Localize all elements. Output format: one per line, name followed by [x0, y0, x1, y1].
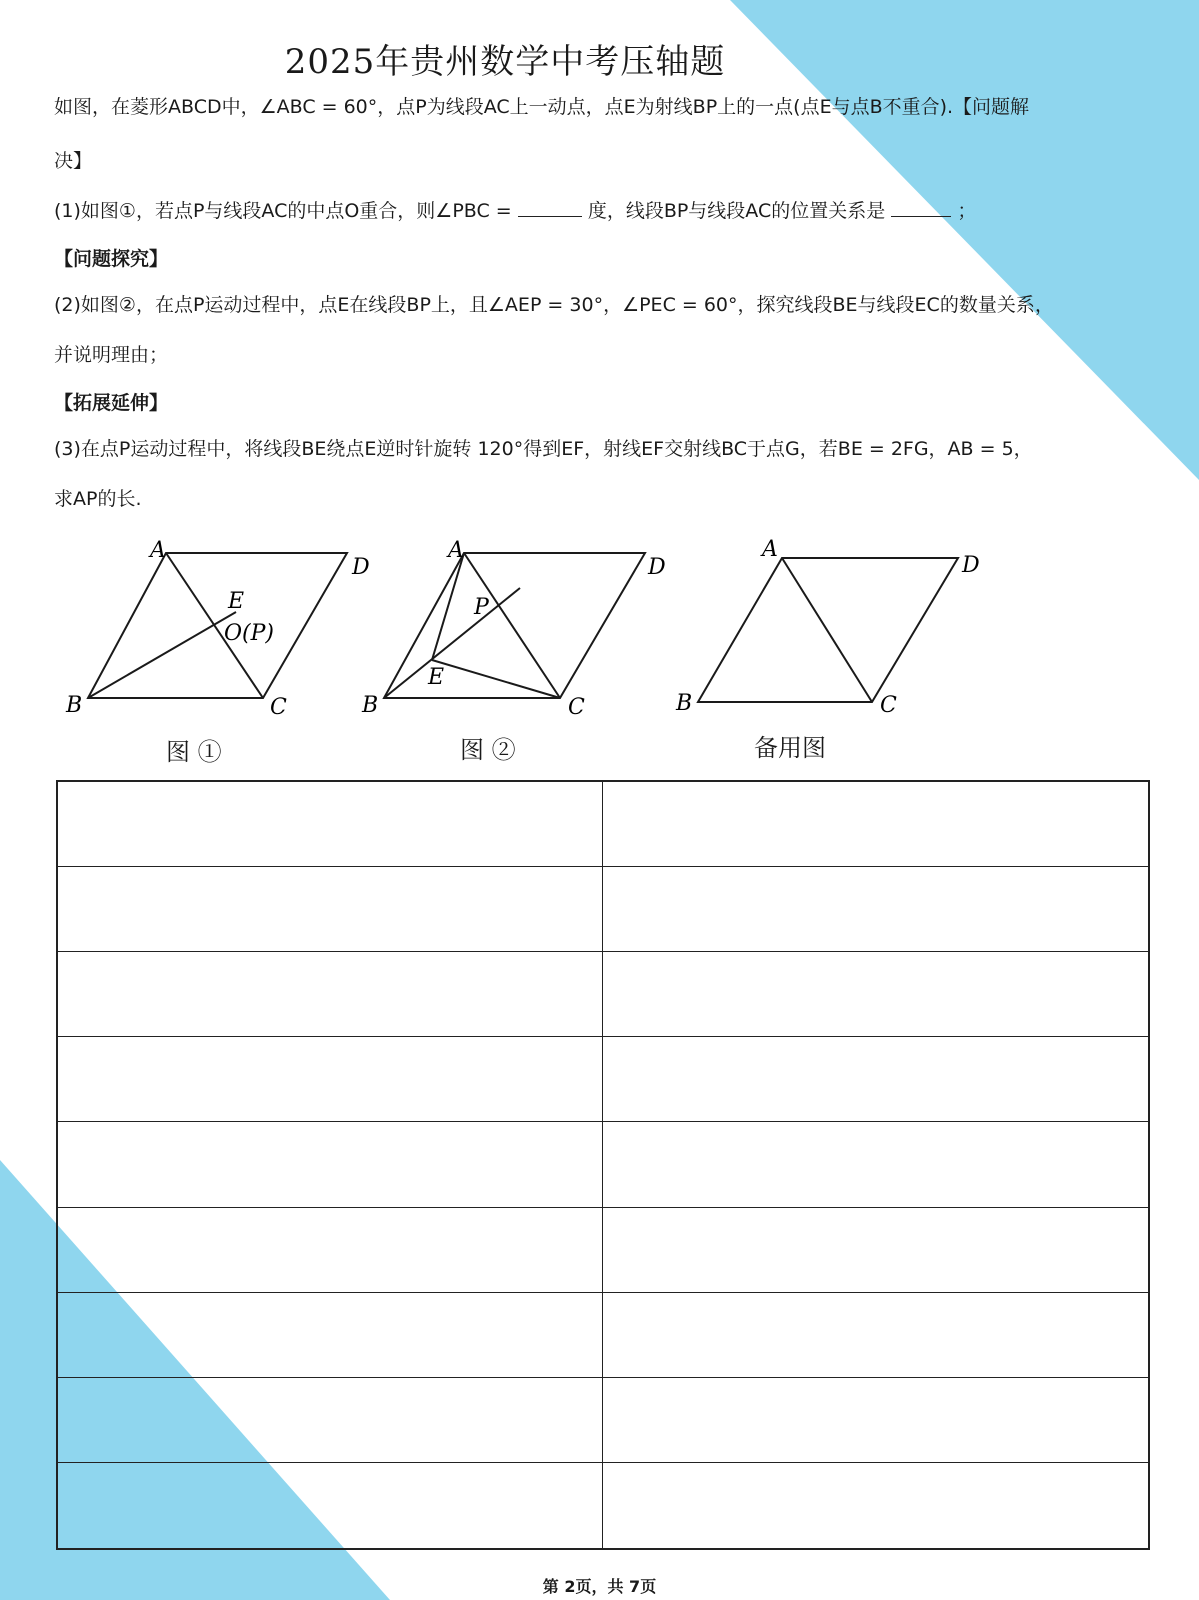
figure-1-caption: 图 ① [166, 738, 222, 766]
q1-text-c: ； [957, 200, 977, 222]
fig2-label-p: P [474, 595, 489, 620]
answer-cell[interactable] [603, 952, 1148, 1037]
fig3-label-b: B [676, 691, 693, 716]
figure-backup [698, 558, 958, 702]
fig2-segment-ec [432, 660, 560, 698]
q1-blank-relation[interactable] [891, 200, 951, 217]
answer-cell[interactable] [603, 1463, 1148, 1548]
fig2-ray-bp [384, 588, 520, 698]
fig1-label-op: O(P) [224, 621, 275, 646]
figure-2-caption: 图 ② [460, 736, 516, 764]
fig2-label-c: C [568, 695, 585, 720]
answer-cell[interactable] [603, 782, 1148, 867]
answer-grid [56, 780, 1150, 1550]
fig2-label-d: D [648, 555, 666, 580]
page-footer: 第 2页，共 7页 [542, 1577, 657, 1596]
fig2-segment-ae [432, 553, 464, 660]
section-explore: 【问题探究】 [54, 248, 169, 270]
fig3-label-d: D [962, 553, 980, 578]
answer-cell[interactable] [603, 1293, 1148, 1378]
fig2-rhombus [384, 553, 645, 698]
answer-cell[interactable] [58, 867, 603, 952]
question-2-line-2: 并说明理由； [54, 344, 169, 366]
q1-text-a: (1)如图①，若点P与线段AC的中点O重合，则∠PBC = [54, 200, 512, 222]
answer-cell[interactable] [58, 1293, 603, 1378]
page-title: 2025年贵州数学中考压轴题 [284, 42, 726, 82]
figure-1 [88, 553, 347, 698]
answer-cell[interactable] [603, 1122, 1148, 1207]
fig3-label-c: C [880, 693, 897, 718]
fig1-label-e: E [228, 589, 245, 614]
answer-cell[interactable] [603, 1378, 1148, 1463]
fig3-label-a: A [762, 537, 778, 562]
answer-cell[interactable] [58, 1463, 603, 1548]
answer-cell[interactable] [603, 1208, 1148, 1293]
fig2-label-e: E [428, 665, 445, 690]
answer-cell[interactable] [603, 1037, 1148, 1122]
fig2-label-a: A [448, 538, 464, 563]
intro-line-1: 如图，在菱形ABCD中，∠ABC = 60°，点P为线段AC上一动点，点E为射线BP上的一点(点E与点B不重合).【问题解 [54, 96, 1030, 118]
question-3-line-2: 求AP的长. [54, 488, 142, 510]
q1-blank-angle[interactable] [518, 200, 582, 217]
question-1 [54, 196, 976, 223]
fig1-label-c: C [270, 695, 287, 720]
answer-cell[interactable] [58, 1208, 603, 1293]
fig2-diagonal-ac [464, 553, 560, 698]
figure-backup-caption: 备用图 [754, 734, 826, 762]
question-2-line-1: (2)如图②，在点P运动过程中，点E在线段BP上，且∠AEP = 30°，∠PEC = 60°，探究线段BE与线段EC的数量关系， [54, 294, 1054, 316]
answer-cell[interactable] [603, 867, 1148, 952]
fig3-diagonal-ac [782, 558, 872, 702]
intro-line-2: 决】 [54, 150, 93, 172]
q1-text-b: 度，线段BP与线段AC的位置关系是 [587, 200, 886, 222]
section-extend: 【拓展延伸】 [54, 392, 169, 414]
answer-cell[interactable] [58, 952, 603, 1037]
answer-cell[interactable] [58, 782, 603, 867]
fig1-label-a: A [150, 538, 166, 563]
figure-2 [384, 553, 645, 698]
fig2-label-b: B [362, 693, 379, 718]
fig1-label-d: D [352, 555, 370, 580]
answer-cell[interactable] [58, 1378, 603, 1463]
question-3-line-1: (3)在点P运动过程中，将线段BE绕点E逆时针旋转 120°得到EF，射线EF交射线BC于点G，若BE = 2FG，AB = 5， [54, 438, 1033, 460]
answer-cell[interactable] [58, 1037, 603, 1122]
answer-cell[interactable] [58, 1122, 603, 1207]
fig1-label-b: B [66, 693, 83, 718]
